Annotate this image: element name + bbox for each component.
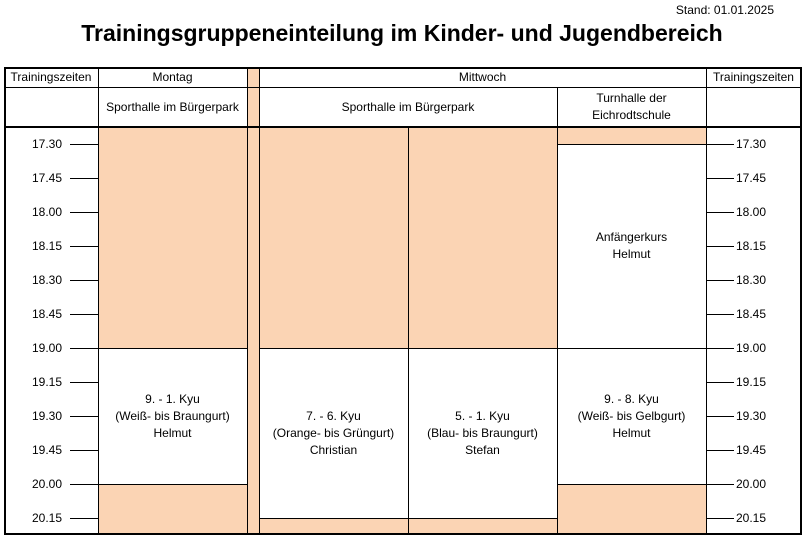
time-tick-left <box>70 450 98 451</box>
time-label-right: 20.00 <box>735 477 767 491</box>
gym-free-early <box>557 127 706 144</box>
time-label-left: 19.15 <box>31 375 63 389</box>
group-level: 9. - 1. Kyu <box>145 391 200 406</box>
gym-free-late <box>557 484 706 534</box>
day-separator <box>247 67 259 534</box>
time-tick-right <box>706 246 734 247</box>
time-label-right: 19.45 <box>735 443 767 457</box>
time-label-left: 19.30 <box>31 409 63 423</box>
time-label-left: 17.30 <box>31 137 63 151</box>
time-tick-right <box>706 450 734 451</box>
time-tick-right <box>706 212 734 213</box>
time-tick-right <box>706 348 734 349</box>
group-level: Anfängerkurs <box>595 230 668 244</box>
time-label-left: 20.15 <box>31 511 63 525</box>
group-level: 5. - 1. Kyu <box>455 408 510 423</box>
time-tick-left <box>70 382 98 383</box>
time-tick-right <box>706 314 734 315</box>
time-tick-left <box>70 178 98 179</box>
time-label-right: 17.45 <box>735 171 767 185</box>
venue-gym-line: Eichrodtschule <box>592 108 671 122</box>
group-wednesday-b <box>408 348 557 518</box>
venue-wednesday-hall: Sporthalle im Bürgerpark <box>341 99 475 114</box>
group-trainer: Christian <box>309 442 358 457</box>
time-tick-left <box>70 416 98 417</box>
group-beginner-course <box>557 144 706 348</box>
venue-monday: Sporthalle im Bürgerpark <box>106 99 239 114</box>
time-tick-left <box>70 212 98 213</box>
time-label-left: 18.45 <box>31 307 63 321</box>
time-label-left: 18.00 <box>31 205 63 219</box>
time-tick-left <box>70 518 98 519</box>
time-tick-right <box>706 178 734 179</box>
time-label-right: 18.15 <box>735 239 767 253</box>
time-label-right: 19.30 <box>735 409 767 423</box>
venue-wednesday-gym <box>557 88 706 126</box>
group-wednesday-c <box>557 348 706 484</box>
time-tick-left <box>70 348 98 349</box>
group-belts: (Blau- bis Braungurt) <box>427 425 538 440</box>
time-label-left: 20.00 <box>31 477 63 491</box>
time-label-right: 18.30 <box>735 273 767 287</box>
time-tick-left <box>70 280 98 281</box>
group-trainer: Stefan <box>465 442 500 457</box>
group-monday <box>98 348 247 484</box>
group-wednesday-a <box>259 348 408 518</box>
time-label-right: 19.15 <box>735 375 767 389</box>
stand-date: Stand: 01.01.2025 <box>675 3 774 17</box>
monday-free-early <box>98 127 247 348</box>
time-label-right: 17.30 <box>735 137 767 151</box>
venue-gym-line: Turnhalle der <box>596 91 667 105</box>
left-time-header: Trainingszeiten <box>10 70 92 84</box>
time-tick-left <box>70 484 98 485</box>
time-tick-left <box>70 314 98 315</box>
group-trainer: Helmut <box>153 425 192 440</box>
group-belts: (Orange- bis Grüngurt) <box>272 425 395 440</box>
time-label-right: 20.15 <box>735 511 767 525</box>
time-label-left: 18.30 <box>31 273 63 287</box>
time-label-right: 18.45 <box>735 307 767 321</box>
time-tick-left <box>70 246 98 247</box>
time-label-right: 18.00 <box>735 205 767 219</box>
group-trainer: Helmut <box>612 247 651 261</box>
group-trainer: Helmut <box>612 425 651 440</box>
page-title: Trainingsgruppeneinteilung im Kinder- und Jugendbereich <box>81 20 723 46</box>
time-label-right: 19.00 <box>735 341 767 355</box>
time-tick-right <box>706 382 734 383</box>
right-time-header: Trainingszeiten <box>713 70 794 84</box>
time-label-left: 18.15 <box>31 239 63 253</box>
monday-free-late <box>98 484 247 534</box>
group-belts: (Weiß- bis Gelbgurt) <box>577 408 686 423</box>
group-belts: (Weiß- bis Braungurt) <box>115 408 230 423</box>
time-label-left: 19.45 <box>31 443 63 457</box>
time-tick-right <box>706 144 734 145</box>
time-tick-right <box>706 416 734 417</box>
group-level: 9. - 8. Kyu <box>604 391 659 406</box>
time-tick-right <box>706 518 734 519</box>
day-monday: Montag <box>152 70 193 84</box>
day-wednesday: Mittwoch <box>458 70 507 84</box>
time-label-left: 17.45 <box>31 171 63 185</box>
time-tick-left <box>70 144 98 145</box>
group-level: 7. - 6. Kyu <box>306 408 361 423</box>
time-label-left: 19.00 <box>31 341 63 355</box>
time-tick-right <box>706 280 734 281</box>
time-tick-right <box>706 484 734 485</box>
